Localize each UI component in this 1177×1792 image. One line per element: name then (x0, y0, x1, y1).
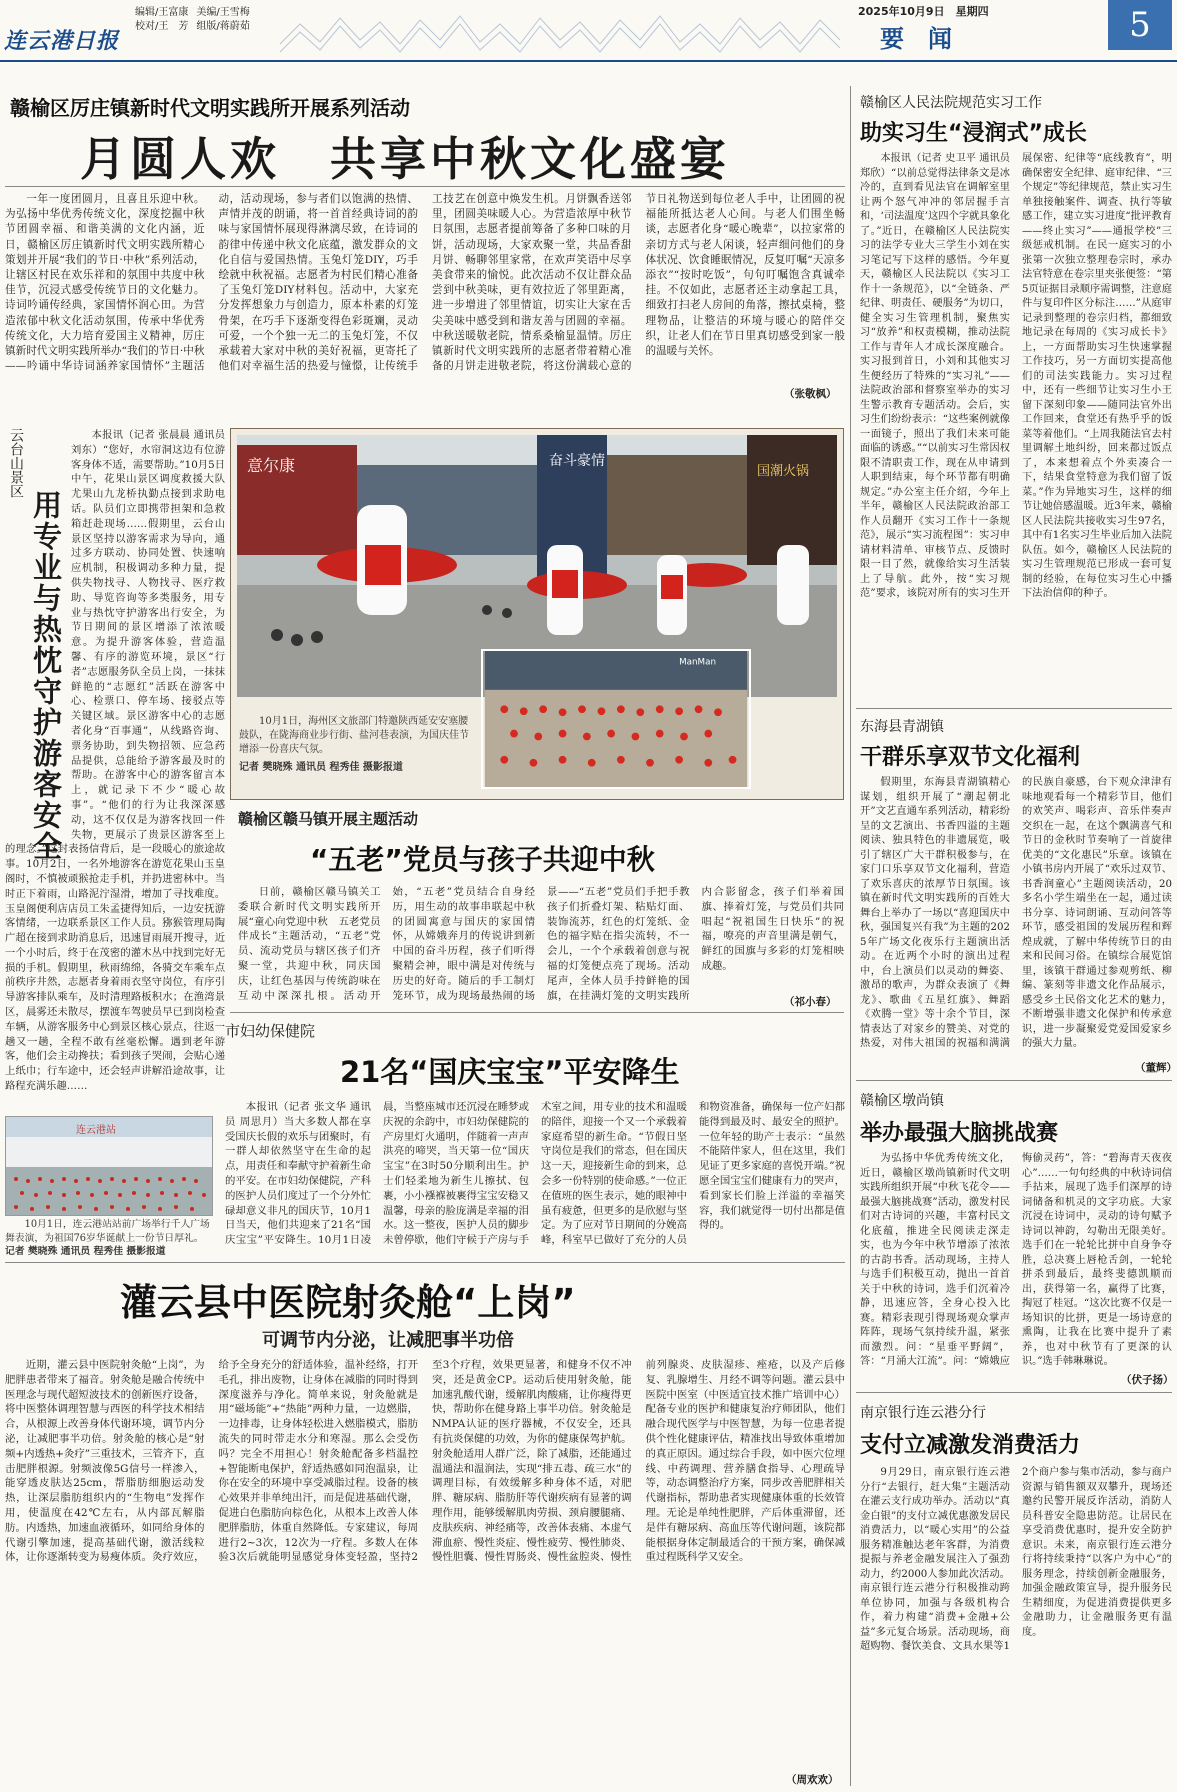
lead-body-text: 一年一度团圆月，且喜且乐迎中秋。为弘扬中华优秀传统文化，深度挖掘中秋节团圆幸福、和谐美满的文化内涵，近日，赣榆区厉庄镇新时代文明实践所精心策划并开展“我们的节日·中秋”系列活动，让辖区村民在欢乐祥和的氛围中共度中秋佳节，沉浸式感受传统节日的文化魅力。诗词吟诵传经典，家国情怀润心田。为营造浓郁中秋文化活动氛围，传承中华优秀传统文化，大力培育爱国主义精神，厉庄镇新时代文明实践所举办“我们的节日·中秋——吟诵中华诗词涵养家国情怀”主题活动，活动现场，参与者们以饱满的热情、声情并茂的朗诵，将一首首经典诗词的韵味与家国情怀展现得淋漓尽致，在诗词的韵律中传递中秋文化底蕴，激发群众的文化自信与爱国热情。玉兔灯笼DIY，巧手绘就中秋祝福。志愿者为村民们精心准备了玉兔灯笼DIY材料包。活动中，大家充分发挥想象力与创造力，原本朴素的灯笼骨架，在巧手下逐渐变得色彩斑斓，灵动可爱，一个个独一无二的玉兔灯笼，不仅承载着大家对中秋的美好祝福，更寄托了他们对幸福生活的热爱与憧憬，让传统手工技艺在创意中焕发生机。月饼飘香送邻里，团圆美味暖人心。为营造浓厚中秋节日氛围，志愿者提前筹备了多种口味的月饼，活动现场，大家欢聚一堂，共品香甜月饼、畅聊邻里家常，在欢声笑语中尽享美食带来的愉悦。此次活动不仅让群众品尝到中秋美味，更有效拉近了邻里距离，进一步增进了邻里情谊，切实让大家在舌尖美味中感受到和谐友善与团圆的幸福。中秋送暖敬老院，情系桑榆显温情。厉庄镇新时代文明实践所的志愿者带着精心准备的月饼走进敬老院，将这份满载心意的节日礼物送到每位老人手中，让团圆的祝福能所抵达老人心间。与老人们围坐畅谈，志愿者化身“暖心晚辈”，以拉家常的亲切方式与老人闲谈，轻声细问他们的身体状况、饮食睡眠情况，反复叮嘱“天凉多添衣”“按时吃饭”，句句叮嘱饱含真诚牵挂。不仅如此，志愿者还主动拿起工具，细致打扫老人房间的角落，擦拭桌椅，整理物品，让整洁的环境与暖心的陪伴交织，让老人们在节日里真切感受到家一般的温暖与关怀。 (5, 193, 845, 373)
masthead (0, 0, 1177, 62)
square-dance-inset-photo (481, 649, 751, 789)
bank-body-text: 9月29日，南京银行连云港分行“去银行，赶大集”主题活动在灌云支行成功举办。活动以“真金白银”的支付立减优惠激发居民消费活力，以“暖心实用”的公益服务精准触达老年客群，为消费提振与养老金融发展注入了强劲动力，约2000人参加此次活动。南京银行连云港分行积极推动跨单位协同，加强与各级机构合作，着力构建“消费+金融+公益”多元复合场景。活动现场，商超购物、餐饮美食、文具水果等12个商户参与集市活动，参与商户资源与销售额双双攀升，现场还邀约民警开展反诈活动，消防人员科普安全隐患防范。让居民在享受消费优惠时，提升安全防护意识。未来，南京银行连云港分行将持续秉持“以客户为中心”的服务理念，持续创新金融服务，加强金融政策宣导，提升服务民生精细度，为促进消费提供更多金融助力，让金融服务更有温度。 (860, 1467, 1172, 1652)
wave-pattern-decoration (280, 4, 840, 56)
square-dance-caption-text: 10月1日，连云港站站前广场举行千人广场舞表演，为祖国76岁华诞献上一份节日厚礼。 (5, 1219, 210, 1244)
east-body-text: 假期里，东海县青湖镇精心谋划，组织开展了“潮起朝北开”文艺直通车系列活动，精彩纷呈的文艺演出、书香四溢的主题阅读、独具特色的非遗展览，吸引了辖区广大干群积极参与，在家门口乐享双节文化福利，营造了欢乐喜庆的浓厚节日氛围。该镇在新时代文明实践所的百姓大舞台上举办了一场以“喜迎国庆中秋，强国复兴有我”为主题的2025年广场文化夜乐行主题演出活动。在近两个小时的演出过程中，台上演员们以灵动的舞姿、激昂的歌声，为群众表演了《舞龙》、歌曲《五星红旗》、舞蹈《欢腾一堂》等十余个节目，深情表达了对家乡的赞美、对党的热爱，对伟大祖国的祝福和满满的民族自豪感，台下观众津津有味地观看每一个精彩节目，他们的欢笑声、喝彩声、音乐伴奏声交织在一起，在这个飘满喜气和节日的金秋时节奏响了一首旋律优美的“文化惠民”乐章。该镇在小镇书房内开展了“欢乐过双节、书香润童心”主题阅读活动，20多名小学生端坐在一起，通过读书分享、诗词朗诵、互动问答等环节，感受祖国的发展历程和辉煌成就，了解中华传统节日的由来和民间习俗。在镇综合展览馆里，该镇干群通过参观剪纸、柳编、篆刻等非遗文化作品展示，感受乡土民俗文化艺术的魅力，不断增强非遗文化保护和传承意识，进一步凝聚爱党爱国爱家乡的强大力量。 (860, 777, 1172, 1049)
station-square-dance-photo (6, 1117, 213, 1216)
section-divider (5, 1262, 845, 1263)
lead-rule (5, 186, 845, 187)
tcm-body-text: 近期，灌云县中医院射灸舱“上岗”，为肥胖患者带来了福音。射灸舱是融合传统中医理念与现代超短波技术的创新医疗设备，将中医整体调理智慧与西医的科学技术相结合，从根源上改善身体代谢环境，调节内分泌，让减肥事半功倍。射灸舱的核心是“射频+内透热+灸疗”三重技术，三管齐下，直击肥胖根源。射频波像5G信号一样渗入，能穿透皮肤达25cm，帮脂肪细胞运动发热，让深层脂肪组织内的“生物电”发挥作用，使温度在42℃左右，从内部瓦解脂肪。内透热，加速血液循环，如同给身体的代谢引擎加速，提高基础代谢，激活线粒体，让你逐渐转变为易瘦体质。灸疗效应，给予全身充分的舒适体验，温补经络，打开毛孔，排出废物，让身体在减脂的同时得到深度滋养与净化。简单来说，射灸舱就是用“磁场能”+“热能”两种力量，一边燃脂，一边排毒，让身体轻松进入燃脂模式，脂肪流失的同时带走水分和寒湿。那么会受伤吗？完全不用担心！射灸舱配备多档温控+智能断电保护，舒适热感如同泡温泉，让你在安全的环境中享受减脂过程。设备的核心效果并非单纯出汗，而是促进基础代谢，促进白色脂肪向棕色化，从根本上改善人体肥胖脂肪，体重自然降低。专家建议，每周进行2~3次，12次为一疗程。多数人在体验3次后就能明显感觉身体变轻盈，坚持2至3个疗程，效果更显著，和健身不仅不冲突，还是黄金CP。运动后使用射灸舱，能加速乳酸代谢，缓解肌肉酸痛，让你瘦得更快，帮助你在健身路上事半功倍。射灸舱是NMPA认证的医疗器械，不仅安全，还具有抗炎保健的功效，为你的健康保驾护航。射灸舱适用人群广泛，除了减脂，还能通过温通法和温润法，实现“排五毒、疏三水”的调理目标，有效缓解多种身体不适，对肥胖、糖尿病、脂肪肝等代谢疾病有显著的调理作用，能够缓解肌肉劳损、颈肩腰腿痛、皮肤疾病、神经痛等，改善体表痛、本虚气滞血瘀、慢性炎症、慢性疲劳、慢性肺炎、慢性胆囊、慢性胃肠炎、慢性盆腔炎、慢性前列腺炎、皮肤湿疹、痤疮，以及产后修复、乳腺增生、月经不调等问题。灌云县中医院中医室（中医适宜技术推广培训中心）配备专业的医护和健康复治疗师团队，他们融合现代医学与中医智慧，为每一位患者提供个性化健康评估，精准找出导致体重增加的真正原因。通过综合手段，如中医穴位埋线、中药调理、营养膳食指导、心理疏导等，动态调整治疗方案，同步改善肥胖相关代谢指标，帮助患者实现健康体重的长效管理。无论是单纯性肥胖，产后体重滞留，还是伴有糖尿病、高血压等代谢问题，该院都能根据身体定制最适合的干预方案，确保减重过程既科学又安全。 (5, 1359, 845, 1564)
middle-title: “五老”党员与孩子共迎中秋 (310, 843, 655, 876)
east-title: 干群乐享双节文化福利 (860, 745, 1081, 770)
editor-credit: 编辑/王富康 (135, 7, 189, 18)
babies-kicker: 市妇幼保健院 (225, 1022, 316, 1040)
babies-body (225, 1100, 845, 1258)
square-dance-credit: 记者 樊晓殊 通讯员 程秀佳 摄影报道 (5, 1246, 166, 1257)
tcm-subtitle: 可调节内分泌，让减肥事半功倍 (262, 1330, 514, 1351)
editor-credits (135, 6, 275, 34)
middle-body-text: 日前，赣榆区赣马镇关工委联合新时代文明实践所开展“童心向党迎中秋 五老党员伴成长”主题活动，“五老”党员、流动党员与辖区孩子们齐聚一堂，共迎中秋，同庆国庆，让红色基因与传统韵味在互动中深深扎根。活动开始，“五老”党员结合自身经历，用生动的故事串联起中秋的团圆寓意与国庆的家国情怀，从嫦娥奔月的传说讲到新中国的奋斗历程，孩子们听得聚精会神，眼中满是对传统与历史的好奇。随后的手工制灯笼环节，成为现场最热闹的场景——“五老”党员们手把手教孩子们折叠灯架、粘贴灯面、装饰流苏，红色的灯笼纸、金色的福字贴在指尖流转，不一会儿，一个个承载着创意与祝福的灯笼便点亮了现场。活动尾声，全体人员手持鲜艳的国旗，在挂满灯笼的文明实践所内合影留念，孩子们举着国旗、捧着灯笼，与党员们共同唱起“祝祖国生日快乐”的祝福，嘹亮的声音里满是朝气，鲜红的国旗与多彩的灯笼相映成趣。 (238, 886, 844, 1002)
tcm-body (5, 1358, 845, 1788)
babies-body-text: 本报讯（记者 张文华 通讯员 周思月）当大多数人都在享受国庆长假的欢乐与团聚时，有一群人却依然坚守在生命的起点，用责任和奉献守护着新生命的平安。在市妇幼保健院，产科的医护人员们度过了一个分外忙碌却意义非凡的国庆节，10月1日当天，他们共迎来了21名“国庆宝宝”平安降生。10月1日凌晨，当整座城市还沉浸在睡梦或庆祝的余韵中，市妇幼保健院的产房里灯火通明，伴随着一声声洪亮的啼哭，当天第一位“国庆宝宝”在3时50分顺利出生。护士们轻柔地为新生儿擦拭、包裹，小小襁褓被裹得宝宝安稳又温馨，母亲的脸庞满是幸福的泪水。这一整夜，医护人员的脚步未曾停歇，他们守候于产房与手术室之间，用专业的技术和温暖的陪伴，迎接一个又一个承载着家庭希望的新生命。“节假日坚守岗位是我们的常态，但在国庆这一天，迎接新生命的到来，总会多一份特别的使命感。”一位正在值班的医生表示，她的眼神中虽有疲惫，但更多的是欣慰与坚定。为了应对节日期间的分娩高峰，科室早已做好了充分的人员和物资准备，确保每一位产妇都能得到最及时、最安全的照护。一位年轻的助产士表示：“虽然不能陪伴家人，但在这里，我们见证了更多家庭的喜悦开端。”祝愿全国宝宝们健康有力的哭声，看到家长们脸上洋溢的幸福笑容，我们就觉得一切付出都是值得的。 (225, 1101, 845, 1247)
vertical-body-text: 本报讯（记者 张晨晨 通讯员 刘东）“您好，水帘洞这边有位游客身体不适，需要帮助。”10月5日中午，花果山景区调度救援大队尤果山九龙桥执勤点接到求助电话。队员们立即携带担架和急救箱赶赴现场……假期里，云台山景区坚持以游客需求为导向，通过多方联动、协同处置、快速响应机制，积极调动多种力量，提供失物找寻、人物找寻、医疗救助、导览咨询等多类服务，用专业与热忱守护游客出行安全，为节日期间的景区增添了浓浓暖意。为提升游客体验，营造温馨、有序的游览环境，景区“行者”志愿服务队全员上岗，一抹抹鲜艳的“志愿红”活跃在游客中心、检票口、停车场、接驳点等关键区域。景区游客中心的志愿者化身“百事通”，从线路咨询、票务协助，到失物招领、应急药品提供，总能给予游客最及时的帮助。在游客中心的游客留言本上，就记录下不少“暖心故事”。“他们的行为让我深深感动，这不仅仅是为游客找回一件失物，更展示了贵景区游客至上的理念。”这封表扬信背后，是一段暖心的旅途故事。10月2日，一名外地游客在游览花果山玉皇阁时，不慎被顽猴抢走手机，并扔进密林中。当时正下着雨，山路泥泞湿滑，增加了寻找难度。玉皇阁便利店店员工朱孟捷得知后，一边安抚游客情绪，一边联系景区工作人员。猕猴管理局陶广超在接到求助消息后，迅速冒雨展开搜寻，近一个小时后，终于在茂密的灌木丛中找到完好无损的手机。假期里，秋雨绵绵，各骑交车乘车点前秩序井然，志愿者身着雨衣坚守岗位，有序引导游客排队乘车，及时清理路板积水；在渔湾景区，晨雾还未散尽，摆渡车驾驶员早已到岗检查车辆，从游客服务中心到景区核心景点，往返一趟又一趟，全程不敢有丝毫松懈。遇到老年游客，他们会主动搀扶；看到孩子哭闹，会贴心递上纸巾；行车途中，还会轻声讲解沿途故事，让路程充满乐趣…… (5, 429, 225, 1093)
lead-kicker: 赣榆区厉庄镇新时代文明实践所开展系列活动 (10, 96, 410, 120)
court-title: 助实习生“浸润式”成长 (860, 121, 1087, 146)
dunshang-body (860, 1152, 1172, 1370)
vertical-body (5, 428, 225, 1108)
dunshang-byline: （伏子扬） (1118, 1372, 1174, 1387)
vertical-title: 用专业与热忱守护游客安全 (29, 490, 63, 862)
dunshang-body-text: 为弘扬中华优秀传统文化，近日，赣榆区墩尚镇新时代文明实践所组织开展“中秋飞花令——最强大脑挑战赛”活动，激发村民们对古诗词的兴趣，丰富村民文化底蕴，推进全民阅读走深走实，也为今年中秋节增添了浓浓的古韵书香。活动现场，主持人与选手们积极互动，抛出一首首关于中秋的诗词，选手们沉着冷静，迅速应答，全身心投入比赛。精彩表现引得现场观众掌声阵阵，现场气氛持续升温，紧张而激烈。问：“星垂平野阔”，答：“月涌大江流”。问：“嫦娥应悔偷灵药”，答：“碧海青天夜夜心”……一句句经典的中秋诗词信手拈来，展现了选手们深厚的诗词储备和机灵的文字功底。大家沉浸在诗词中，灵动的诗句赋予诗词以神韵，勾勒出无限美好。选手们在一轮轮比拼中自身争夺胜，总决赛上唇枪舌剑，一轮轮拼杀到最后，最终斐德凯顺而出，获得第一名，赢得了比赛，掏冠了桂冠。“这次比赛不仅是一场知识的比拼，更是一场诗意的熏陶，让我在比赛中提升了素养，也对中秋节有了更深的认识。”选手韩琳琳说。 (860, 1153, 1172, 1367)
column-divider (850, 86, 851, 1786)
lead-body (5, 192, 845, 422)
tcm-byline: （周欢欢） (782, 1772, 839, 1787)
lead-title: 月圆人欢 共享中秋文化盛宴 (80, 132, 730, 186)
court-body-text: 本报讯（记者 史卫平 通讯员 郑欣）“以前总觉得法律条文是冰冷的，直到看见法官在调解室里让两个怒气冲冲的邻居握手言和，‘司法温度’这四个字就具象化了。”近日，在赣榆区人民法院实习的法学专业大三学生小刘在实习笔记写下这样的感悟。今年夏天，赣榆区人民法院以《实习工作十一条规范》，以“全链条、严纪律、明责任、硬服务”为切口，健全实习生管理机制，聚焦实习“放养”和权责模糊，推动法院工作与青年人才成长深度融合。实习报到首日，小刘和其他实习生便经历了特殊的“实习礼”——法院政治部和督察室举办的实习生警示教育专题活动。会后，实习生们纷纷表示：“这些案例就像一面镜子，照出了我们未来可能面临的诱惑。”“以前实习生常因权限不清职责工作，现在从申请到人职到结束，每个环节都有明确规定。”办公室主任介绍，今年上半年，赣榆区人民法院政治部工作人员翻开《实习工作十一条规范》，展示“实习流程图”：实习申请材料清单、审核节点、反馈时限一目了然，就像给实习生活装上了导航。此外，按“实习规范”要求，该院对所有的实习生开展保密、纪律等“底线教育”，明确保密安全纪律、庭审纪律、“三个规定”等纪律规范，禁止实习生单独接触案件、调查、执行等敏感工作，建立实习进度“批评教育——终止实习”——通报学校”三级惩戒机制。在民一庭实习的小张第一次独立整理卷宗时，承办法官特意在卷宗里夹张便签：“第5页证据目录顺序需调整，注意庭件与复印件区分标注……”从庭审记录到整理的卷宗归档，都细致地记录在每周的《实习成长卡》上，一方面帮助实习生快速掌握工作技巧，另一方面切实提高他们的司法实践能力。实习过程中，还有一些细节让实习生小王留下深刻印象——随同法官外出工作回来，食堂还有热乎乎的饭菜等着他们。“上周我随法官去村里调解土地纠纷，回来都过饭点了，本来想着点个外卖凑合一下，结果食堂特意为我们留了饭菜。”作为异地实习生，这样的细节让她倍感温暖。近3年来，赣榆区人民法院共接收实习生97名，其中有1名实习生毕业后加入法院队伍。如今，赣榆区人民法院的实习生管理规范已形成一套可复制的经验，在每位实习生心中播下法治信仰的种子。 (860, 153, 1172, 599)
bank-kicker: 南京银行连云港分行 (860, 1405, 986, 1421)
section-divider (856, 1392, 1172, 1393)
bank-title: 支付立减激发消费活力 (860, 1433, 1081, 1458)
page-number-badge (1108, 0, 1172, 50)
newspaper-logo: 连云港日报 (4, 28, 120, 54)
issue-date: 2025年10月9日 星期四 (858, 5, 989, 18)
square-dance-caption (5, 1218, 215, 1259)
editor-credit: 组版/蒋蔚茹 (196, 21, 250, 32)
dunshang-kicker: 赣榆区墩尚镇 (860, 1093, 944, 1109)
east-kicker: 东海县青湖镇 (860, 719, 944, 735)
editor-credit: 美编/王雪梅 (196, 7, 250, 18)
sign-text: ManMan (679, 657, 717, 668)
east-body (860, 776, 1172, 1058)
section-divider (856, 708, 1172, 709)
main-photo-caption (239, 715, 475, 775)
vertical-kicker: 云台山景区 (8, 428, 24, 498)
sign-text: 国潮火锅 (757, 464, 810, 479)
tcm-title: 灌云县中医院射灸舱“上岗” (120, 1281, 576, 1324)
bank-body (860, 1466, 1172, 1788)
section-divider (856, 1080, 1172, 1081)
middle-byline: （祁小春） (780, 994, 837, 1009)
main-photo-credit: 记者 樊晓殊 通讯员 程秀佳 摄影报道 (239, 762, 403, 773)
babies-title: 21名“国庆宝宝”平安降生 (340, 1055, 680, 1089)
section-name: 要 闻 (880, 25, 952, 53)
square-dance-photo-frame (5, 1116, 213, 1216)
main-photo-frame (230, 428, 844, 800)
vertical-title-space (5, 428, 71, 838)
middle-body (238, 885, 844, 1007)
editor-credit: 校对/王 芳 (135, 21, 189, 32)
lead-byline: （张敬枫） (780, 386, 837, 401)
middle-kicker: 赣榆区赣马镇开展主题活动 (238, 810, 419, 828)
section-divider (230, 1012, 844, 1013)
main-photo-caption-text: 10月1日，海州区文旅部门特邀陕西延安安塞腰鼓队，在陇海商业步行街、盐河巷表演，为国庆佳节增添一份喜庆气氛。 (239, 716, 469, 755)
page-number: 5 (1129, 5, 1151, 45)
sign-text: 奋斗豪情 (549, 453, 605, 469)
court-kicker: 赣榆区人民法院规范实习工作 (860, 95, 1042, 111)
sign-text: 意尔康 (247, 456, 296, 475)
dunshang-title: 举办最强大脑挑战赛 (860, 1121, 1059, 1146)
court-body (860, 152, 1172, 692)
sign-text: 连云港站 (76, 1125, 116, 1136)
east-byline: （董辉） (1132, 1060, 1177, 1075)
